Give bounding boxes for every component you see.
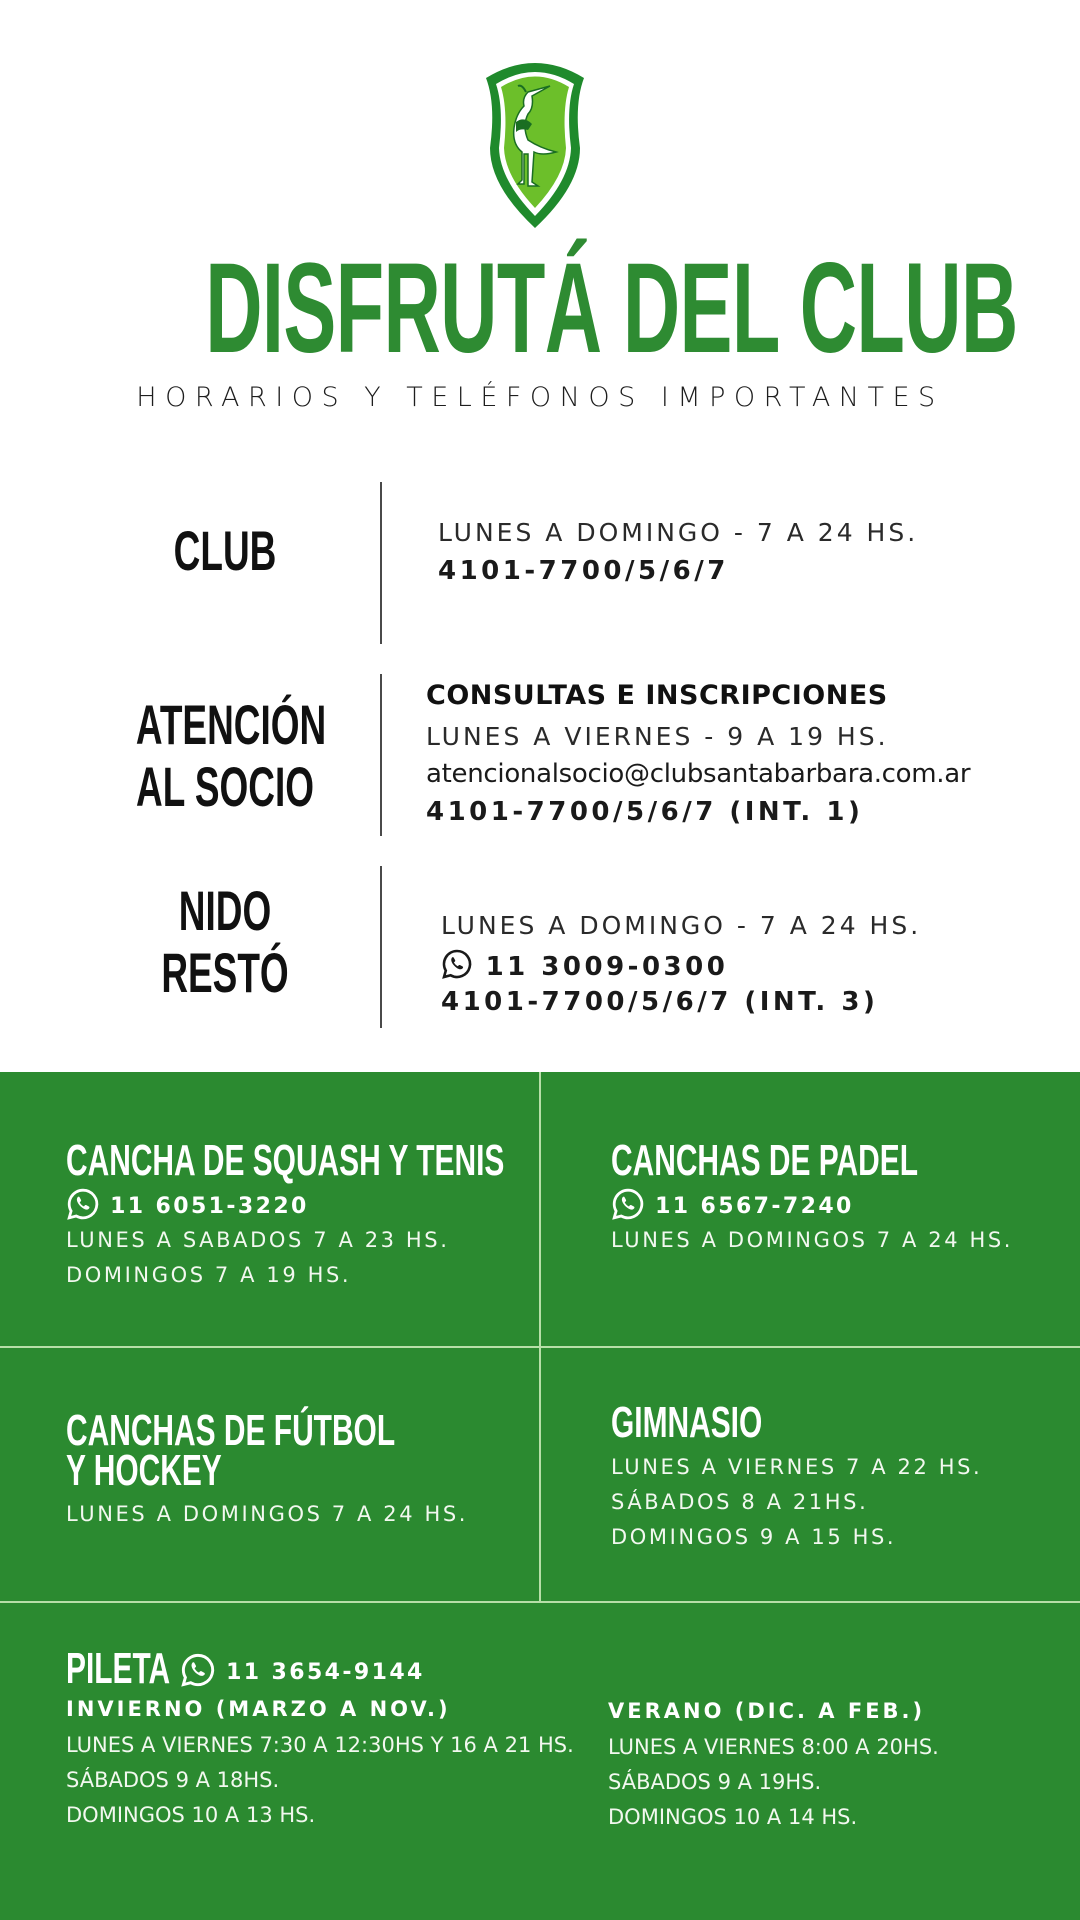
section-label-club <box>136 520 314 582</box>
gym-hours-weekdays: LUNES A VIERNES 7 A 22 HS. <box>611 1455 983 1479</box>
whatsapp-icon <box>66 1187 100 1227</box>
nido-phone[interactable]: 4101-7700/5/6/7 (INT. 3) <box>441 987 879 1017</box>
gym-hours-saturday: SÁBADOS 8 A 21HS. <box>611 1490 869 1514</box>
nido-whatsapp[interactable] <box>441 948 728 987</box>
vertical-divider <box>380 674 382 836</box>
vertical-divider <box>380 482 382 644</box>
atencion-hours: LUNES A VIERNES - 9 A 19 HS. <box>426 722 889 751</box>
label-line: AL SOCIO <box>136 755 314 818</box>
padel-hours: LUNES A DOMINGOS 7 A 24 HS. <box>611 1228 1014 1252</box>
facility-title-squash-tenis: CANCHA DE SQUASH Y TENIS <box>66 1136 505 1185</box>
title-line: Y HOCKEY <box>66 1446 222 1495</box>
club-phone[interactable]: 4101-7700/5/6/7 <box>438 556 729 586</box>
atencion-phone[interactable]: 4101-7700/5/6/7 (INT. 1) <box>426 797 864 827</box>
pool-summer-sunday: DOMINGOS 10 A 14 HS. <box>608 1805 858 1829</box>
grid-divider-horizontal <box>0 1346 1080 1348</box>
section-label-atencion-socio <box>135 693 327 818</box>
pool-summer-saturday: SÁBADOS 9 A 19HS. <box>608 1770 822 1794</box>
futbol-hours: LUNES A DOMINGOS 7 A 24 HS. <box>66 1502 469 1526</box>
club-logo <box>476 56 594 232</box>
shield-bird-icon <box>476 56 594 232</box>
facility-title-padel: CANCHAS DE PADEL <box>611 1136 918 1185</box>
pool-winter-heading: INVIERNO (MARZO A NOV.) <box>66 1697 451 1721</box>
whatsapp-icon <box>441 948 473 987</box>
club-hours: LUNES A DOMINGO - 7 A 24 HS. <box>438 518 919 547</box>
atencion-heading: CONSULTAS E INSCRIPCIONES <box>426 680 888 711</box>
label-line: CLUB <box>173 519 277 582</box>
facility-title-pileta: PILETA <box>66 1644 171 1693</box>
grid-divider-vertical <box>539 1072 541 1602</box>
whatsapp-number: 11 6051-3220 <box>110 1194 309 1219</box>
whatsapp-number: 11 3654-9144 <box>226 1660 425 1685</box>
nido-hours: LUNES A DOMINGO - 7 A 24 HS. <box>441 911 922 940</box>
squash-hours-sunday: DOMINGOS 7 A 19 HS. <box>66 1263 352 1287</box>
whatsapp-number: 11 6567-7240 <box>655 1194 854 1219</box>
atencion-email-link[interactable]: atencionalsocio@clubsantabarbara.com.ar <box>426 759 971 789</box>
pool-winter-saturday: SÁBADOS 9 A 18HS. <box>66 1768 280 1792</box>
label-line: RESTÓ <box>161 941 289 1004</box>
padel-whatsapp[interactable] <box>611 1187 854 1227</box>
gym-hours-sunday: DOMINGOS 9 A 15 HS. <box>611 1525 897 1549</box>
title-line: CANCHAS DE FÚTBOL <box>66 1406 396 1455</box>
label-line: ATENCIÓN <box>135 693 327 756</box>
whatsapp-icon <box>611 1187 645 1227</box>
page-subtitle: HORARIOS Y TELÉFONOS IMPORTANTES <box>136 382 944 413</box>
pool-summer-heading: VERANO (DIC. A FEB.) <box>608 1699 926 1723</box>
page-title: DISFRUTÁ DEL CLUB <box>205 237 1018 380</box>
pool-winter-sunday: DOMINGOS 10 A 13 HS. <box>66 1803 316 1827</box>
pool-whatsapp[interactable] <box>180 1652 425 1694</box>
section-label-nido-resto <box>136 880 314 1004</box>
whatsapp-icon <box>180 1652 216 1694</box>
label-line: NIDO <box>178 879 272 942</box>
grid-divider-horizontal <box>0 1601 1080 1603</box>
pool-summer-weekdays: LUNES A VIERNES 8:00 A 20HS. <box>608 1735 939 1759</box>
vertical-divider <box>380 866 382 1028</box>
facility-title-futbol-hockey <box>66 1408 395 1494</box>
pool-winter-weekdays: LUNES A VIERNES 7:30 A 12:30HS Y 16 A 21 HS. <box>66 1733 574 1757</box>
squash-hours-weekdays: LUNES A SABADOS 7 A 23 HS. <box>66 1228 450 1252</box>
facility-title-gimnasio: GIMNASIO <box>611 1398 763 1447</box>
squash-whatsapp[interactable] <box>66 1187 309 1227</box>
whatsapp-number: 11 3009-0300 <box>485 952 729 982</box>
